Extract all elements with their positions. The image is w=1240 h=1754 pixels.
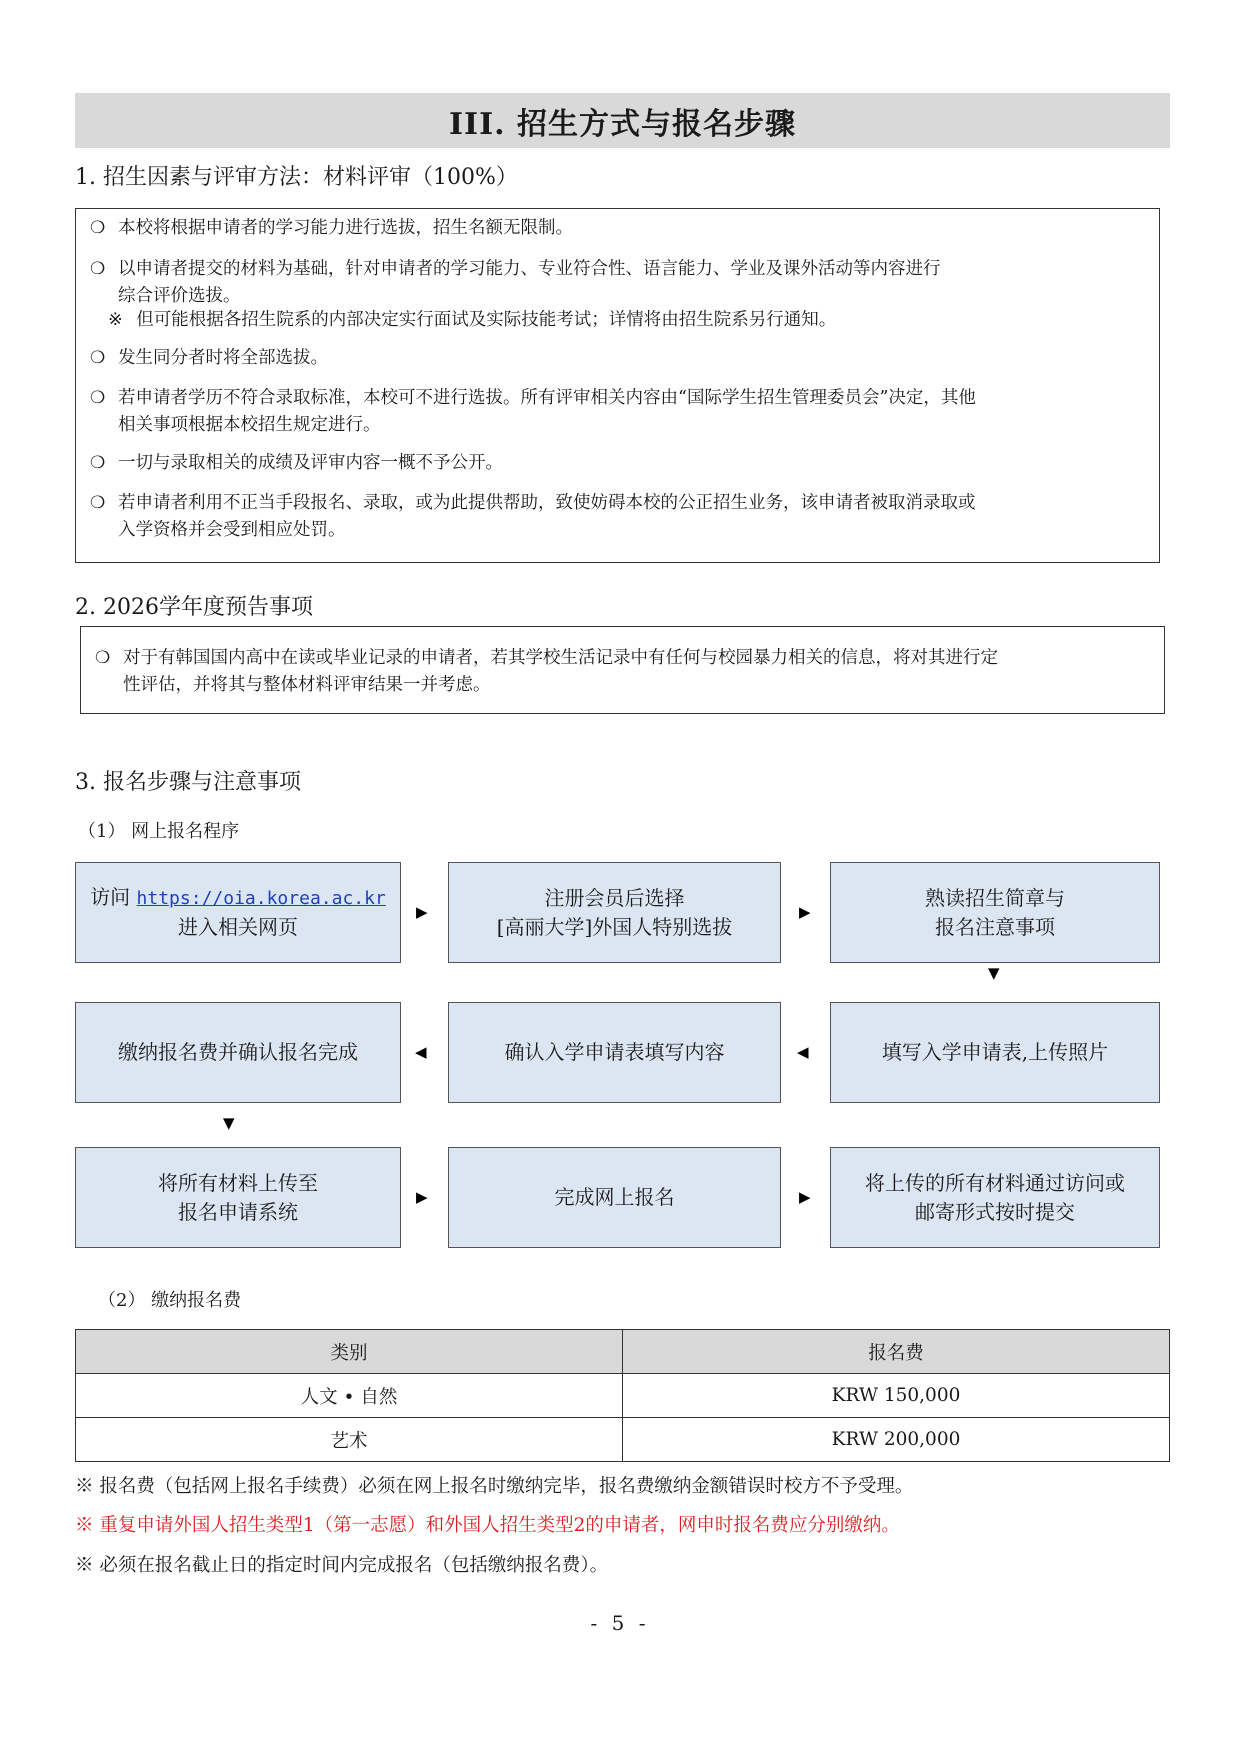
step-read-guidelines: 熟读招生简章与 报名注意事项 xyxy=(830,862,1160,963)
reference-mark-icon: ※ xyxy=(108,310,123,330)
arrow-right-icon: ▶ xyxy=(416,1188,428,1206)
arrow-right-icon: ▶ xyxy=(799,903,811,921)
table-cell: 人文 • 自然 xyxy=(76,1374,623,1418)
footnote-deadline: ※ 必须在报名截止日的指定时间内完成报名（包括缴纳报名费）。 xyxy=(75,1555,609,1576)
fee-table xyxy=(75,1329,1170,1462)
step-complete-online-application: 完成网上报名 xyxy=(448,1147,781,1248)
table-header-row xyxy=(76,1330,1170,1374)
page-number: - 5 - xyxy=(590,1611,650,1635)
step-visit-website: 访问 https://oia.korea.ac.kr 进入相关网页 xyxy=(75,862,401,963)
arrow-down-icon: ▼ xyxy=(223,1114,235,1132)
circle-bullet-icon: ❍ xyxy=(90,348,106,368)
table-cell: KRW 200,000 xyxy=(623,1418,1170,1462)
circle-bullet-icon: ❍ xyxy=(95,648,111,668)
list-item: ❍ 以申请者提交的材料为基础，针对申请者的学习能力、专业符合性、语言能力、学业及课外活动等内容进行 综合评价选拔。 xyxy=(90,256,1149,310)
subsection-online-procedure: （1） 网上报名程序 xyxy=(78,821,240,842)
section2-heading: 2. 2026学年度预告事项 xyxy=(75,595,313,620)
list-item: ❍ 本校将根据申请者的学习能力进行选拔，招生名额无限制。 xyxy=(90,215,1149,242)
step-register-member: 注册会员后选择 [高丽大学]外国人特别选拔 xyxy=(448,862,781,963)
step-submit-documents: 将上传的所有材料通过访问或 邮寄形式按时提交 xyxy=(830,1147,1160,1248)
arrow-left-icon: ◀ xyxy=(415,1043,427,1061)
footnote-duplicate-application: ※ 重复申请外国人招生类型1（第一志愿）和外国人招生类型2的申请者，网申时报名费应分别缴纳。 xyxy=(75,1515,900,1536)
section2-notice-box xyxy=(80,626,1165,714)
section1-notice-box xyxy=(75,208,1160,563)
step-upload-materials: 将所有材料上传至 报名申请系统 xyxy=(75,1147,401,1248)
footnote-fee-payment: ※ 报名费（包括网上报名手续费）必须在网上报名时缴纳完毕，报名费缴纳金额错误时校方不予受理。 xyxy=(75,1476,914,1497)
list-item: ❍ 一切与录取相关的成绩及评审内容一概不予公开。 xyxy=(90,450,1149,477)
step-confirm-application: 确认入学申请表填写内容 xyxy=(448,1002,781,1103)
section3-heading: 3. 报名步骤与注意事项 xyxy=(75,770,301,795)
step-fill-application: 填写入学申请表,上传照片 xyxy=(830,1002,1160,1103)
circle-bullet-icon: ❍ xyxy=(90,259,106,279)
chapter-title: III. 招生方式与报名步骤 xyxy=(75,93,1170,148)
list-item: ❍ 若申请者学历不符合录取标准，本校可不进行选拔。所有评审相关内容由“国际学生招生管理委员会”决定，其他 相关事项根据本校招生规定进行。 xyxy=(90,385,1149,439)
section1-heading: 1. 招生因素与评审方法：材料评审（100%） xyxy=(75,165,518,190)
circle-bullet-icon: ❍ xyxy=(90,493,106,513)
arrow-right-icon: ▶ xyxy=(799,1188,811,1206)
list-note: ※ 但可能根据各招生院系的内部决定实行面试及实际技能考试；详情将由招生院系另行通知。 xyxy=(108,310,837,330)
column-header-fee: 报名费 xyxy=(623,1330,1170,1374)
table-row xyxy=(76,1374,1170,1418)
arrow-down-icon: ▼ xyxy=(988,964,1000,982)
application-website-link[interactable]: https://oia.korea.ac.kr xyxy=(136,888,386,909)
list-item: ❍ 对于有韩国国内高中在读或毕业记录的申请者，若其学校生活记录中有任何与校园暴力相关的信息，将对其进行定 性评估，并将其与整体材料评审结果一并考虑。 xyxy=(95,645,1154,699)
subsection-application-fee: （2） 缴纳报名费 xyxy=(98,1290,242,1311)
table-cell: KRW 150,000 xyxy=(623,1374,1170,1418)
arrow-right-icon: ▶ xyxy=(416,903,428,921)
table-row xyxy=(76,1418,1170,1462)
circle-bullet-icon: ❍ xyxy=(90,388,106,408)
list-item: ❍ 发生同分者时将全部选拔。 xyxy=(90,345,1149,372)
circle-bullet-icon: ❍ xyxy=(90,453,106,473)
list-item: ❍ 若申请者利用不正当手段报名、录取，或为此提供帮助，致使妨碍本校的公正招生业务，该申请者被取消录取或 入学资格并会受到相应处罚。 xyxy=(90,490,1149,544)
column-header-category: 类别 xyxy=(76,1330,623,1374)
circle-bullet-icon: ❍ xyxy=(90,218,106,238)
step-pay-fee: 缴纳报名费并确认报名完成 xyxy=(75,1002,401,1103)
arrow-left-icon: ◀ xyxy=(797,1043,809,1061)
table-cell: 艺术 xyxy=(76,1418,623,1462)
